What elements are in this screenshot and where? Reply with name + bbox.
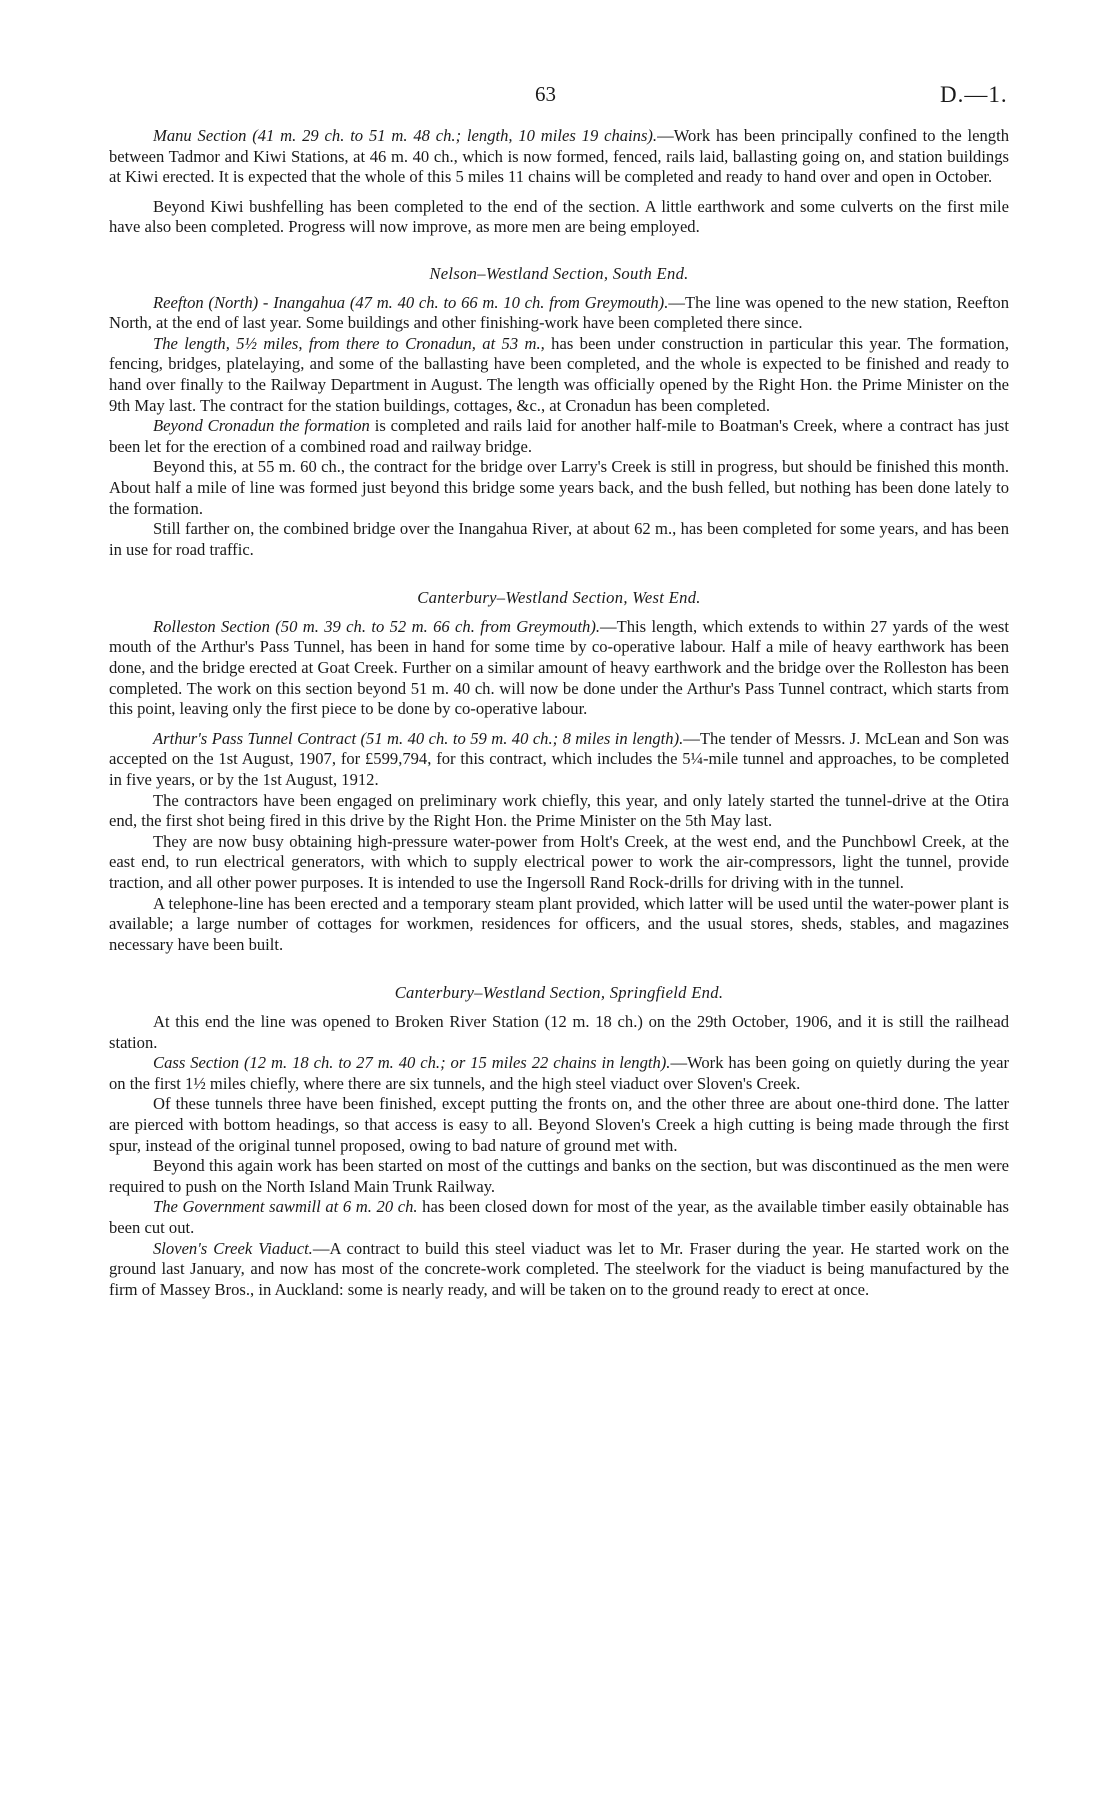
paragraph-text: A telephone-line has been erected and a temporary steam plant provided, which latter will be used until the water-power plant is available; a large number of cottages for workmen, residences for officers, and the usual stores, sheds, stables, and magazines necessary have been built. <box>109 893 1009 954</box>
paragraph-text: is completed and rails laid for another half-mile to Boatman's Creek, where a contract has just been let for the erection of a combined road and railway bridge. <box>109 416 1010 456</box>
paragraph-lead: The Government sawmill at 6 m. 20 ch. <box>153 1197 418 1217</box>
paragraph-text: Beyond this, at 55 m. 60 ch., the contract for the bridge over Larry's Creek is still in progress, but should be finished this month. About half a mile of line was formed just beyond this bridge some years back, and the bush felled, but nothing has been done lately to the formation. <box>109 457 1009 518</box>
paragraph-text: has been under construction in particular this year. The formation, fencing, bridges, platelaying, and some of the ballasting have been completed, and the whole is expected to be finished and ready to hand over finally to the Railway Department in August. The length was officially opened by the Right Hon. the Prime Minister on the 9th May last. The contract for the station buildings, cottages, &c., at Cronadun has been completed. <box>109 333 1009 415</box>
paragraph-text: —A contract to build this steel viaduct was let to Mr. Fraser during the year. He started work on the ground last January, and now has most of the concrete-work completed. The steelwork for the viaduct is being manufactured by the firm of Massey Bros., in Auckland: some is nearly ready, and will be taken on to the ground ready to erect at once. <box>109 1238 1009 1299</box>
paragraph-text: —The line was opened to the new station, Reefton North, at the end of last year. Some buildings and other finishing-work have been completed there since. <box>109 292 1010 333</box>
paragraph-text: Still farther on, the combined bridge over the Inangahua River, at about 62 m., has been completed for some years, and has been in use for road traffic. <box>109 519 1009 559</box>
paragraph <box>109 617 1009 720</box>
paragraph-text: The contractors have been engaged on preliminary work chiefly, this year, and only lately started the tunnel-drive at the Otira end, the first shot being fired in this drive by the Right Hon. the Prime Minister on the 5th May last. <box>109 790 1009 831</box>
section-heading: Canterbury–Westland Section, Springfield End. <box>394 983 724 1003</box>
paragraph-lead: Arthur's Pass Tunnel Contract (51 m. 40 ch. to 59 m. 40 ch.; 8 miles in length). <box>153 728 684 748</box>
paragraph <box>109 126 1009 188</box>
paragraph <box>109 1012 1009 1053</box>
paragraph-text: —Work has been going on quietly during the year on the first 1½ miles chiefly, where there are six tunnels, and the high steel viaduct over Sloven's Creek. <box>109 1053 1009 1093</box>
paragraph <box>109 894 1009 956</box>
paragraph-text: has been closed down for most of the year, as the available timber easily obtainable has been cut out. <box>109 1197 1010 1237</box>
paragraph <box>109 791 1009 832</box>
paragraph-lead: The length, 5½ miles, from there to Cronadun, at 53 m., <box>153 333 545 353</box>
section-heading: Nelson–Westland Section, South End. <box>429 263 689 283</box>
paragraph <box>109 1197 1009 1238</box>
paragraph-lead: Manu Section (41 m. 29 ch. to 51 m. 48 ch.; length, 10 miles 19 chains). <box>153 126 658 145</box>
paragraph <box>109 1053 1009 1094</box>
paragraph <box>109 1094 1009 1156</box>
paragraph-lead: Reefton (North) - Inangahua (47 m. 40 ch. to 66 m. 10 ch. from Greymouth). <box>153 292 669 312</box>
paragraph-text: —The tender of Messrs. J. McLean and Son was accepted on the 1st August, 1907, for £599,794, for this contract, which includes the 5¼-mile tunnel and approaches, to be completed in five years, or by the 1st August, 1912. <box>109 728 1009 790</box>
paragraph-text: Of these tunnels three have been finished, except putting the fronts on, and the other three are about one-third done. The latter are pierced with bottom headings, so that access is easy to all. Beyond Sloven's Creek a high cutting is being made through the first spur, instead of the original tunnel proposed, owing to bad nature of ground met with. <box>109 1094 1009 1155</box>
paragraph <box>109 197 1009 238</box>
paragraph-lead: Cass Section (12 m. 18 ch. to 27 m. 40 ch.; or 15 miles 22 chains in length). <box>153 1053 671 1073</box>
page-header <box>0 82 1114 114</box>
paragraph <box>109 729 1009 791</box>
paragraph-lead: Beyond Cronadun the formation <box>153 416 370 436</box>
paragraph <box>109 334 1009 416</box>
paragraph <box>109 1239 1009 1301</box>
paragraph <box>109 293 1009 334</box>
paragraph <box>109 1156 1009 1197</box>
paragraph <box>109 416 1009 457</box>
page-number: 63 <box>535 82 556 106</box>
paragraph-text: Beyond Kiwi bushfelling has been completed to the end of the section. A little earthwork and some culverts on the first mile have also been completed. Progress will now improve, as more men are being employed. <box>109 196 1009 237</box>
paragraph <box>109 519 1009 560</box>
paragraph-text: They are now busy obtaining high-pressure water-power from Holt's Creek, at the west end, and the Punchbowl Creek, at the east end, to run electrical generators, with which to supply electrical power to work the air-compressors, light the tunnel, provide traction, and all other power purposes. It is intended to use the Ingersoll Rand Rock-drills for driving with in the tunnel. <box>109 831 1009 892</box>
section-heading: Canterbury–Westland Section, West End. <box>417 588 701 608</box>
paragraph-text: At this end the line was opened to Broken River Station (12 m. 18 ch.) on the 29th October, 1906, and it is still the railhead station. <box>109 1011 1009 1052</box>
paragraph-lead: Rolleston Section (50 m. 39 ch. to 52 m. 66 ch. from Greymouth). <box>153 616 601 636</box>
paragraph <box>109 832 1009 894</box>
paragraph <box>109 457 1009 519</box>
paragraph-lead: Sloven's Creek Viaduct. <box>153 1238 313 1258</box>
document-reference: D.—1. <box>940 82 1008 107</box>
paragraph-text: Beyond this again work has been started on most of the cuttings and banks on the section, but was discontinued as the men were required to push on the North Island Main Trunk Railway. <box>109 1156 1009 1196</box>
paragraph-text: —This length, which extends to within 27 yards of the west mouth of the Arthur's Pass Tunnel, has been in hand for some time by co-operative labour. Half a mile of heavy earthwork has been done, and the bridge erected at Goat Creek. Further on a similar amount of heavy earthwork and the bridge over the Rolleston has been completed. The work on this section beyond 51 m. 40 ch. will now be done under the Arthur's Pass Tunnel contract, which starts from this point, leaving only the first piece to be done by co-operative labour. <box>109 616 1009 719</box>
document-body <box>109 126 1009 1300</box>
paragraph-text: —Work has been principally confined to the length between Tadmor and Kiwi Stations, at 46 m. 40 ch., which is now formed, fenced, rails laid, ballasting going on, and station buildings at Kiwi erected. It is expected that the whole of this 5 miles 11 chains will be completed and ready to hand over and open in October. <box>109 126 1009 187</box>
